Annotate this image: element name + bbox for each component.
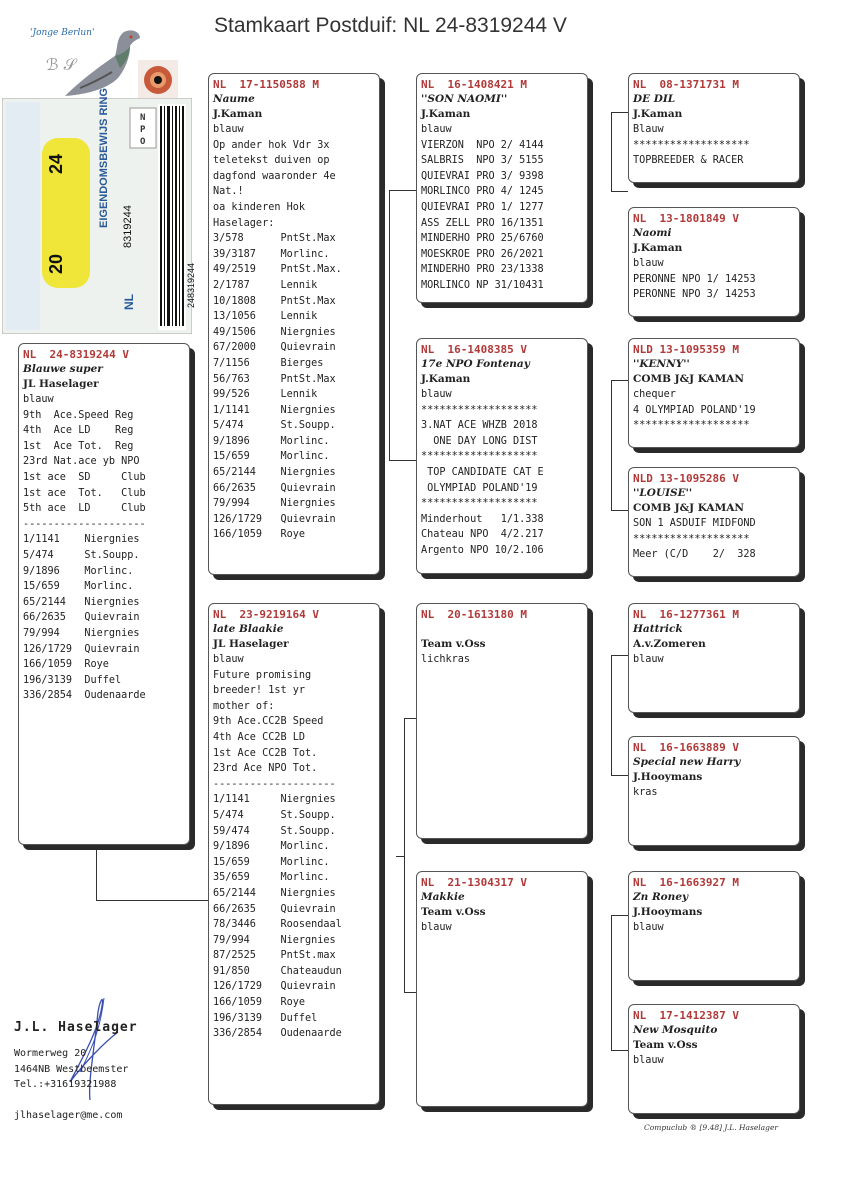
connector	[389, 460, 416, 461]
info-line: 15/659 Morlinc.	[213, 856, 330, 868]
info-line: 35/659 Morlinc.	[213, 872, 330, 884]
info-line: 1/1141 Niergnies	[23, 534, 140, 546]
pigeon-name	[421, 622, 583, 637]
info-line: 99/526 Lennik	[213, 389, 318, 401]
owner-name: J.Hooymans	[633, 906, 703, 918]
breeder-email: jlhaselager@me.com	[14, 1110, 123, 1121]
info-line: Future promising	[213, 669, 312, 681]
info-line: Op ander hok Vdr 3x	[213, 139, 330, 151]
info-line: 336/2854 Oudenaarde	[213, 1028, 342, 1040]
pigeon-name: Blauwe super	[23, 363, 103, 375]
pigeon-card-mm	[416, 871, 588, 1107]
ring-number: NL 08-1371731 M	[633, 78, 739, 91]
svg-text:N: N	[140, 113, 146, 123]
info-line: blauw	[633, 258, 664, 269]
pigeon-card-fmf	[628, 338, 800, 448]
pigeon-card-mmm	[628, 1004, 800, 1114]
info-line: 1/1141 Niergnies	[213, 794, 336, 806]
info-line: 9/1896 Morlinc.	[213, 841, 330, 853]
owner-name: Team v.Oss	[633, 1039, 698, 1051]
svg-text:ℬ 𝒮: ℬ 𝒮	[46, 55, 77, 74]
owner-name: Team v.Oss	[421, 906, 486, 918]
pigeon-card-mfm	[628, 736, 800, 846]
info-line: 15/659 Morlinc.	[23, 581, 134, 593]
connector	[611, 380, 628, 381]
owner-name: COMB J&J KAMAN	[633, 373, 744, 385]
connector	[611, 915, 612, 1050]
info-line: 9th Ace.CC2B Speed	[213, 716, 324, 728]
info-line: blauw	[421, 922, 452, 933]
info-line: QUIEVRAI PRO 1/ 1277	[421, 201, 544, 213]
info-line: 10/1808 PntSt.Max	[213, 295, 336, 307]
connector	[396, 856, 404, 857]
pigeon-name: 17e NPO Fontenay	[421, 358, 530, 370]
info-line: 65/2144 Niergnies	[23, 596, 140, 608]
info-line: breeder! 1st yr	[213, 685, 306, 697]
info-line: 13/1056 Lennik	[213, 311, 318, 323]
info-line: Haselager:	[213, 217, 275, 229]
connector	[611, 655, 628, 656]
info-line: blauw	[213, 654, 244, 665]
info-line: Argento NPO 10/2.106	[421, 544, 544, 556]
info-line: 65/2144 Niergnies	[213, 467, 336, 479]
info-line: *******************	[633, 139, 750, 151]
owner-name: J.Kaman	[633, 242, 683, 254]
info-line: 49/1506 Niergnies	[213, 326, 336, 338]
info-line: 126/1729 Quievrain	[213, 513, 336, 525]
pigeon-card-fmm	[628, 467, 800, 577]
owner-name: J.Kaman	[421, 108, 471, 120]
info-line: OLYMPIAD POLAND'19	[421, 482, 538, 494]
owner-name: Team v.Oss	[421, 638, 486, 650]
info-line: --------------------	[23, 518, 146, 530]
owner-name: J.Hooymans	[633, 771, 703, 783]
pigeon-name: New Mosquito	[633, 1024, 718, 1036]
software-credit: Compuclub ® [9.48] J.L. Haselager	[644, 1123, 778, 1132]
info-line: 4 OLYMPIAD POLAND'19	[633, 404, 756, 416]
info-line: 23rd Nat.ace yb NPO	[23, 456, 140, 468]
info-line: ONE DAY LONG DIST	[421, 435, 538, 447]
connector	[611, 510, 628, 511]
info-line: 1st ace SD Club	[23, 471, 146, 483]
info-line: MORLINCO PRO 4/ 1245	[421, 186, 544, 198]
pigeon-card-mf	[416, 603, 588, 839]
connector	[611, 191, 628, 192]
pigeon-card-fm	[416, 338, 588, 574]
ring-number: NL 16-1408385 V	[421, 343, 527, 356]
ring-number: NL 16-1408421 M	[421, 78, 527, 91]
info-line: SALBRIS NPO 3/ 5155	[421, 155, 544, 167]
info-line: Meer (C/D 2/ 328	[633, 549, 756, 561]
connector	[611, 655, 612, 775]
info-line: Minderhout 1/1.338	[421, 513, 544, 525]
ring-cert-number: 8319244	[122, 205, 134, 248]
pigeon-card-father	[208, 73, 380, 575]
pigeon-name: ''SON NAOMI''	[421, 93, 508, 105]
info-line: 196/3139 Duffel	[23, 674, 122, 686]
connector	[611, 915, 628, 916]
connector	[611, 775, 628, 776]
ring-number: NL 17-1412387 V	[633, 1009, 739, 1022]
connector	[404, 992, 416, 993]
info-line: 166/1059 Roye	[23, 659, 109, 671]
info-line: 5th ace LD Club	[23, 503, 146, 515]
ring-number: NLD 13-1095286 V	[633, 472, 739, 485]
pigeon-name: Hattrick	[633, 623, 683, 635]
ring-number: NL 21-1304317 V	[421, 876, 527, 889]
ring-number: NL 16-1663927 M	[633, 876, 739, 889]
info-line: chequer	[633, 389, 676, 400]
info-line: QUIEVRAI PRO 3/ 9398	[421, 170, 544, 182]
breeder-name: J.L. Haselager	[14, 1020, 138, 1035]
info-line: 78/3446 Roosendaal	[213, 919, 342, 931]
info-line: kras	[633, 787, 658, 798]
ring-cert-country: NL	[122, 294, 136, 310]
ring-number: NL 16-1663889 V	[633, 741, 739, 754]
info-line: 4th Ace LD Reg	[23, 425, 134, 437]
connector	[389, 330, 390, 460]
pigeon-card-ffm	[628, 207, 800, 317]
info-line: 166/1059 Roye	[213, 997, 306, 1009]
info-line: 15/659 Morlinc.	[213, 451, 330, 463]
owner-name: A.v.Zomeren	[633, 638, 706, 650]
info-line: 39/3187 Morlinc.	[213, 248, 330, 260]
info-line: 9th Ace.Speed Reg	[23, 409, 134, 421]
pigeon-name: Special new Harry	[633, 756, 741, 768]
ring-cert-year-left: 20	[46, 253, 66, 274]
info-line: 5/474 St.Soupp.	[213, 420, 336, 432]
info-line: MOESKROE PRO 26/2021	[421, 248, 544, 260]
pigeon-card-mff	[628, 603, 800, 713]
breeder-street: Wormerweg 20	[14, 1048, 87, 1059]
info-line: PERONNE NPO 3/ 14253	[633, 289, 756, 301]
info-line: TOPBREEDER & RACER	[633, 155, 744, 167]
info-line: PERONNE NPO 1/ 14253	[633, 273, 756, 285]
info-line: Nat.!	[213, 186, 244, 198]
info-line: oa kinderen Hok	[213, 201, 306, 213]
owner-name: JL Haselager	[23, 378, 99, 390]
pigeon-card-ff	[416, 73, 588, 303]
info-line: Blauw	[633, 124, 664, 135]
ring-number: NLD 13-1095359 M	[633, 343, 739, 356]
info-line: 65/2144 Niergnies	[213, 887, 336, 899]
info-line: blauw	[23, 394, 54, 405]
info-line: *******************	[633, 420, 750, 432]
info-line: 9/1896 Morlinc.	[23, 565, 134, 577]
info-line: 5/474 St.Soupp.	[213, 809, 336, 821]
pigeon-card-mother	[208, 603, 380, 1105]
info-line: 56/763 PntSt.Max	[213, 373, 336, 385]
info-line: --------------------	[213, 778, 336, 790]
pigeon-name: Naomi	[633, 227, 672, 239]
info-line: 4th Ace CC2B LD	[213, 731, 306, 743]
info-line: 66/2635 Quievrain	[23, 612, 140, 624]
info-line: 126/1729 Quievrain	[23, 643, 140, 655]
info-line: TOP CANDIDATE CAT E	[421, 466, 544, 478]
pigeon-name: ''KENNY''	[633, 358, 690, 370]
connector	[96, 900, 208, 901]
info-line: 1st Ace CC2B Tot.	[213, 747, 318, 759]
info-line: blauw	[633, 654, 664, 665]
info-line: 3.NAT ACE WHZB 2018	[421, 420, 538, 432]
connector	[611, 380, 612, 510]
info-line: blauw	[213, 124, 244, 135]
ring-number: NL 24-8319244 V	[23, 348, 129, 361]
pigeon-card-subject	[18, 343, 190, 845]
info-line: 79/994 Niergnies	[213, 498, 336, 510]
info-line: *******************	[421, 404, 538, 416]
info-line: SON 1 ASDUIF MIDFOND	[633, 518, 756, 529]
pigeon-name: Zn Roney	[633, 891, 689, 903]
info-line: ASS ZELL PRO 16/1351	[421, 217, 544, 229]
pigeon-name: Makkie	[421, 891, 465, 903]
owner-name: J.Kaman	[421, 373, 471, 385]
info-line: MORLINCO NP 31/10431	[421, 279, 544, 291]
pigeon-name: late Blaakie	[213, 623, 284, 635]
pigeon-name: ''LOUISE''	[633, 487, 693, 499]
info-line: 66/2635 Quievrain	[213, 482, 336, 494]
info-line: dagfond waaronder 4e	[213, 170, 336, 182]
ring-number: NL 16-1277361 M	[633, 608, 739, 621]
ring-number: NL 23-9219164 V	[213, 608, 319, 621]
ring-cert-top-text: EIGENDOMSBEWIJS RING	[98, 88, 110, 228]
info-line: 67/2000 Quievrain	[213, 342, 336, 354]
info-line: 79/994 Niergnies	[23, 627, 140, 639]
pigeon-card-mmf	[628, 871, 800, 981]
pigeon-name: DE DIL	[633, 93, 676, 105]
owner-name: J.Kaman	[213, 108, 263, 120]
page-title: Stamkaart Postduif: NL 24-8319244 V	[214, 14, 567, 37]
info-line: 91/850 Chateaudun	[213, 965, 342, 977]
info-line: 1st Ace Tot. Reg	[23, 440, 134, 452]
info-line: VIERZON NPO 2/ 4144	[421, 139, 544, 151]
info-line: 1st ace Tot. Club	[23, 487, 146, 499]
owner-name: JL Haselager	[213, 638, 289, 650]
info-line: 49/2519 PntSt.Max.	[213, 264, 342, 276]
info-line: MINDERHO PRO 23/1338	[421, 264, 544, 276]
info-line: 59/474 St.Soupp.	[213, 825, 336, 837]
breeder-city: 1464NB Westbeemster	[14, 1064, 129, 1075]
ring-cert-barcode-number: 248319244	[186, 262, 196, 308]
owner-name: J.Kaman	[633, 108, 683, 120]
connector	[96, 845, 97, 901]
info-line: 1/1141 Niergnies	[213, 404, 336, 416]
info-line: 79/994 Niergnies	[213, 934, 336, 946]
info-line: blauw	[421, 124, 452, 135]
info-line: teletekst duiven op	[213, 155, 330, 167]
breeder-phone: Tel.:+31619321988	[14, 1079, 117, 1090]
info-line: 3/578 PntSt.Max	[213, 233, 336, 245]
ring-certificate	[2, 88, 196, 334]
info-line: lichkras	[421, 654, 471, 665]
connector	[611, 1050, 628, 1051]
ring-certificate-graphic	[2, 98, 192, 334]
connector	[389, 190, 390, 330]
info-line: MINDERHO PRO 25/6760	[421, 233, 544, 245]
info-line: mother of:	[213, 700, 275, 712]
svg-text:P: P	[140, 125, 146, 135]
info-line: 9/1896 Morlinc.	[213, 435, 330, 447]
info-line: 2/1787 Lennik	[213, 279, 318, 291]
ring-cert-year-right: 24	[46, 153, 66, 174]
ring-number: NL 13-1801849 V	[633, 212, 739, 225]
pigeon-card-fff	[628, 73, 800, 183]
info-line: *******************	[421, 451, 538, 463]
connector	[404, 718, 405, 993]
info-line: 166/1059 Roye	[213, 529, 306, 541]
info-line: Chateau NPO 4/2.217	[421, 529, 544, 541]
connector	[611, 112, 628, 113]
info-line: blauw	[421, 389, 452, 400]
connector	[404, 718, 416, 719]
connector	[611, 112, 612, 192]
info-line: 23rd Ace NPO Tot.	[213, 763, 318, 775]
info-line: 196/3139 Duffel	[213, 1012, 318, 1024]
info-line: 87/2525 PntSt.max	[213, 950, 336, 962]
info-line: 5/474 St.Soupp.	[23, 549, 140, 561]
logo-text: 'Jonge Berlun'	[30, 28, 95, 38]
info-line: 66/2635 Quievrain	[213, 903, 336, 915]
info-line: 7/1156 Bierges	[213, 357, 324, 369]
info-line: blauw	[633, 1055, 664, 1066]
connector	[389, 190, 416, 191]
svg-text:O: O	[140, 137, 146, 147]
info-line: 126/1729 Quievrain	[213, 981, 336, 993]
owner-name: COMB J&J KAMAN	[633, 502, 744, 514]
info-line: *******************	[421, 498, 538, 510]
ring-number: NL 20-1613180 M	[421, 608, 527, 621]
info-line: 336/2854 Oudenaarde	[23, 690, 146, 702]
ring-number: NL 17-1150588 M	[213, 78, 319, 91]
eye-photo	[138, 60, 178, 100]
info-line: *******************	[633, 533, 750, 545]
pigeon-name: Naume	[213, 93, 255, 105]
info-line: blauw	[633, 922, 664, 933]
